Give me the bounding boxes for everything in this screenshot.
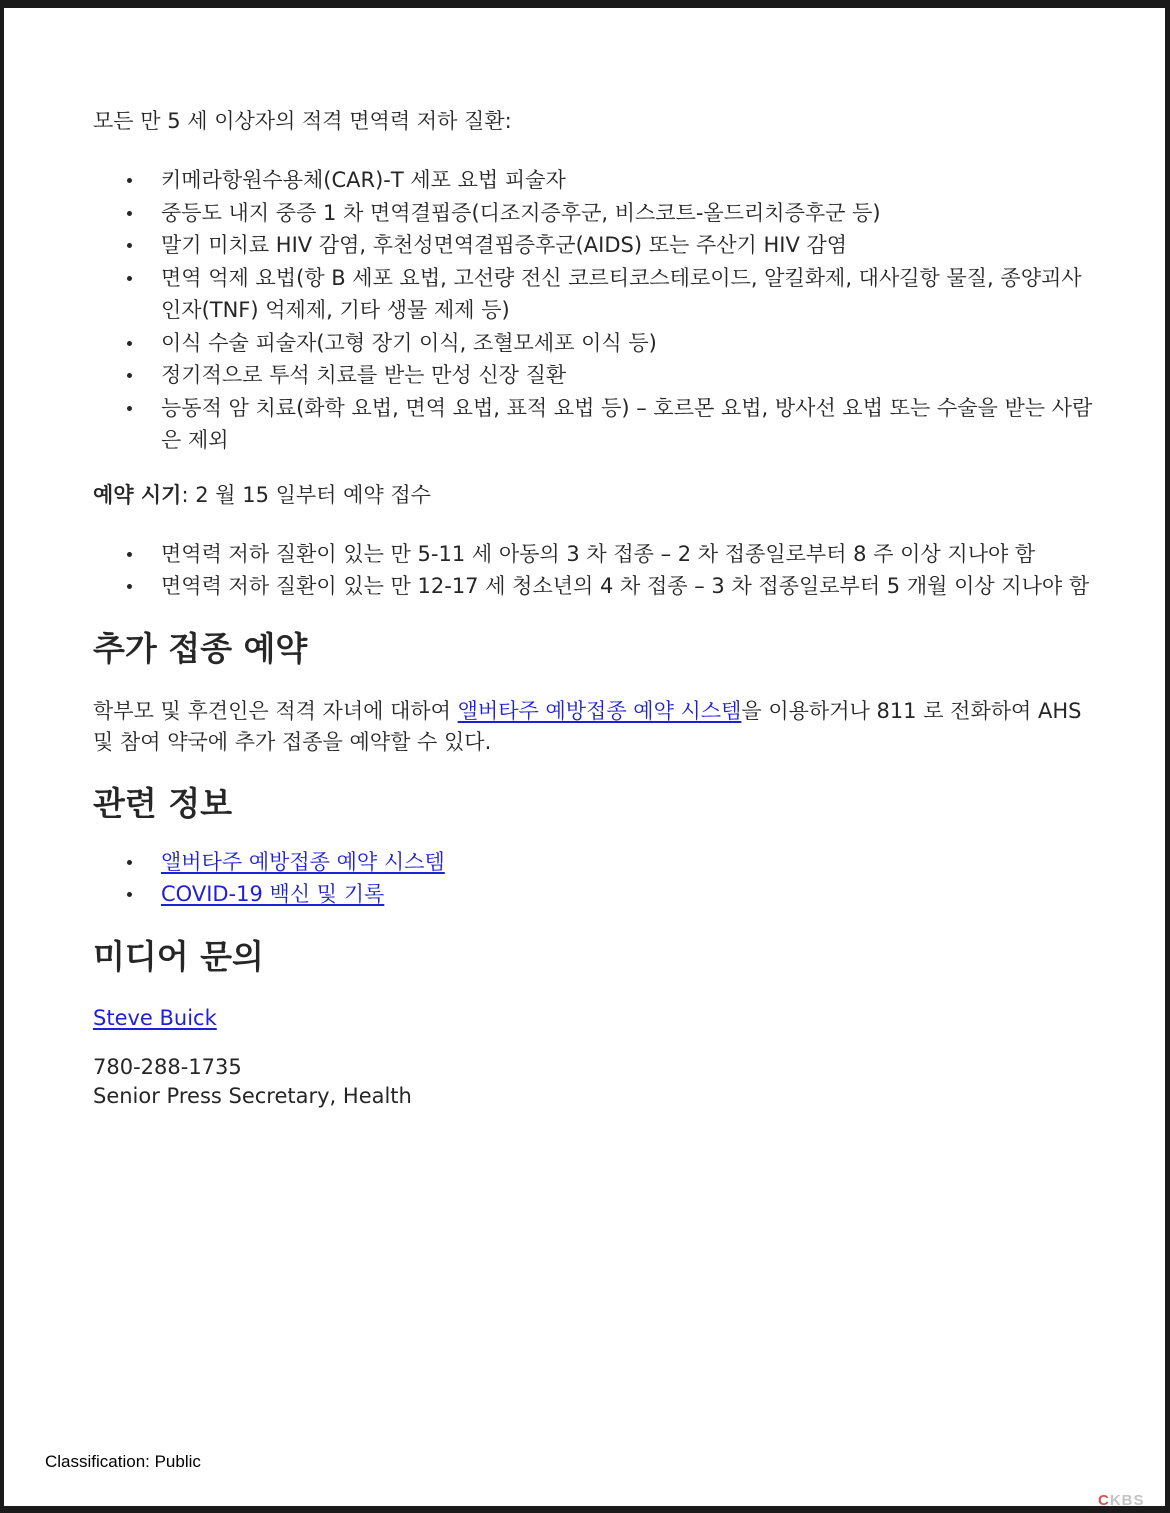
timing-label: 예약 시기 (93, 482, 182, 507)
watermark-logo (1098, 1492, 1145, 1509)
list-item: 정기적으로 투석 치료를 받는 만성 신장 질환 (124, 359, 1093, 392)
media-heading: 미디어 문의 (93, 936, 264, 976)
list-item: 말기 미치료 HIV 감염, 후천성면역결핍증후군(AIDS) 또는 주산기 HIV 감염 (124, 229, 1093, 262)
related-links-list (124, 846, 1093, 911)
booking-text-after: 을 이용하거나 811 로 전화하여 AHS 및 참여 약국에 추가 접종을 예약할 수 있다. (93, 698, 1082, 754)
contact-phone: 780-288-1735 (93, 1054, 242, 1079)
timing-text: : 2 월 15 일부터 예약 접수 (181, 482, 431, 507)
list-item: 능동적 암 치료(화학 요법, 면역 요법, 표적 요법 등) – 호르몬 요법, 방사선 요법 또는 수술을 받는 사람은 제외 (124, 392, 1093, 457)
list-item: 면역 억제 요법(항 B 세포 요법, 고선량 전신 코르티코스테로이드, 알킬화제, 대사길항 물질, 종양괴사인자(TNF) 억제제, 기타 생물 제제 등) (124, 262, 1093, 327)
related-link-covid-records[interactable]: COVID-19 백신 및 기록 (161, 882, 385, 906)
list-item: 면역력 저하 질환이 있는 만 5-11 세 아동의 3 차 접종 – 2 차 접종일로부터 8 주 이상 지나야 함 (124, 538, 1093, 571)
timing-list (124, 538, 1093, 603)
list-item (124, 878, 1093, 911)
eligibility-list (124, 164, 1093, 457)
classification-label: Classification: Public (45, 1452, 201, 1471)
contact-title: Senior Press Secretary, Health (93, 1083, 412, 1108)
immunization-booking-link[interactable]: 앨버타주 예방접종 예약 시스템 (457, 698, 742, 723)
media-contact-link[interactable]: Steve Buick (93, 1005, 217, 1030)
list-item: 면역력 저하 질환이 있는 만 12-17 세 청소년의 4 차 접종 – 3 차 접종일로부터 5 개월 이상 지나야 함 (124, 570, 1093, 603)
watermark-rest: KBS (1109, 1492, 1145, 1509)
booking-text-before: 학부모 및 후견인은 적격 자녀에 대하여 (93, 698, 458, 723)
media-details (93, 1053, 1093, 1111)
eligibility-intro: 모든 만 5 세 이상자의 적격 면역력 저하 질환: (93, 109, 512, 133)
booking-timing (93, 479, 1093, 511)
list-item: 키메라항원수용체(CAR)-T 세포 요법 피술자 (124, 164, 1093, 197)
list-item: 이식 수술 피술자(고형 장기 이식, 조혈모세포 이식 등) (124, 327, 1093, 360)
list-item: 중등도 내지 중증 1 차 면역결핍증(디조지증후군, 비스코트-올드리치증후군 등) (124, 197, 1093, 230)
watermark-accent: C (1098, 1492, 1110, 1509)
list-item (124, 846, 1093, 879)
booking-heading: 추가 접종 예약 (93, 628, 308, 668)
related-link-booking-system[interactable]: 앨버타주 예방접종 예약 시스템 (161, 849, 445, 874)
booking-paragraph (93, 696, 1093, 758)
document-body (93, 105, 1093, 1111)
related-heading: 관련 정보 (93, 783, 233, 823)
media-contact (93, 1002, 1093, 1034)
